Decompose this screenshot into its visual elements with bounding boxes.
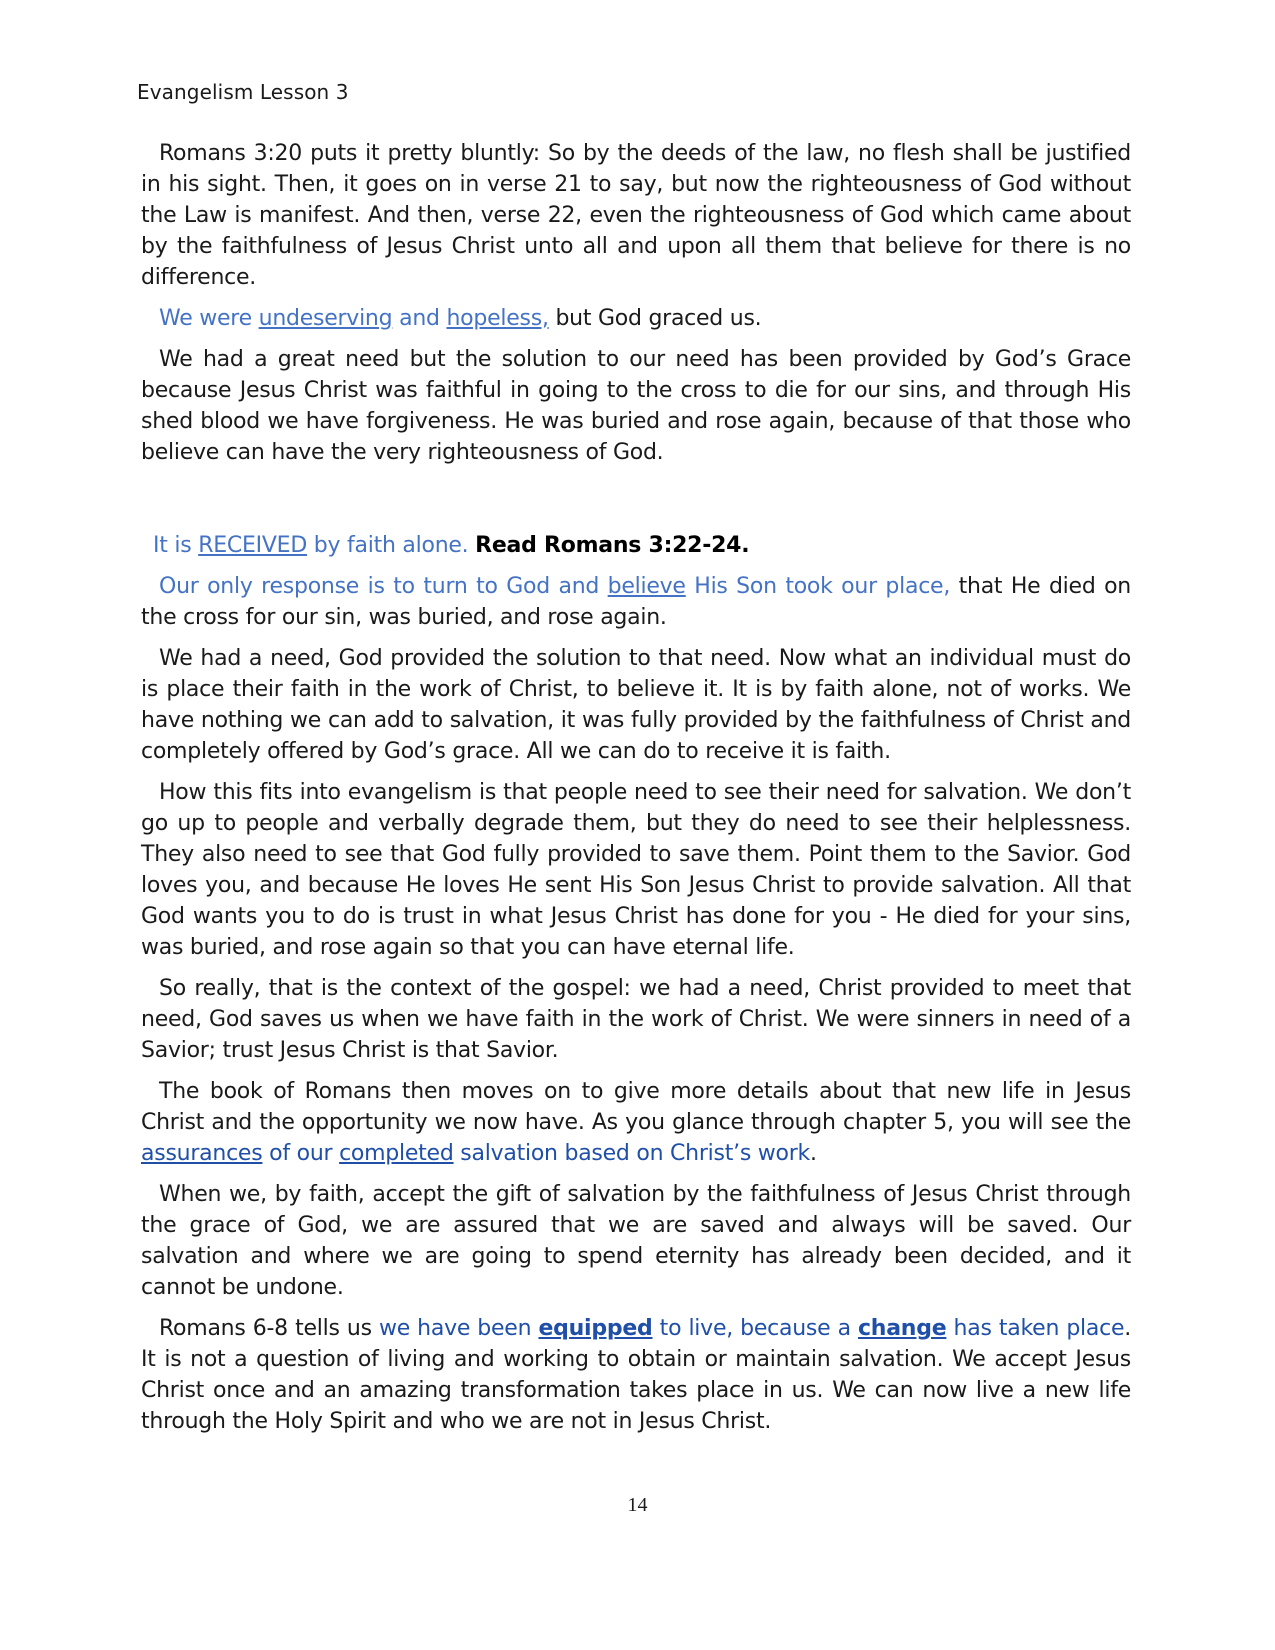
document-body <box>141 138 1131 1447</box>
text-segment: It is <box>153 533 199 558</box>
text-segment: by faith alone. <box>307 533 476 558</box>
document-header: Evangelism Lesson 3 <box>137 80 349 104</box>
text-segment: to live, because a <box>652 1316 858 1341</box>
text-segment: . <box>810 1141 817 1166</box>
page-number: 14 <box>627 1494 648 1516</box>
paragraph-context-of-gospel: So really, that is the context of the gospel: we had a need, Christ provided to meet that need, God saves us when we have faith in the work of Christ. We were sinners in need of a Savior; trust Jesus Christ is that Savior. <box>141 976 1131 1063</box>
text-segment: Romans 6-8 tells us <box>159 1316 379 1341</box>
text-segment: We were <box>159 306 259 331</box>
paragraph-we-had-a-need: We had a need, God provided the solution to that need. Now what an individual must do is place their faith in the work of Christ, to believe it. It is by faith alone, not of works. We have nothing we can add to salvation, it was fully provided by the faithfulness of Christ and completely offered by God’s grace. All we can do to receive it is faith. <box>141 646 1131 764</box>
text-segment: salvation based on Christ’s work <box>453 1141 811 1166</box>
text-segment: His Son took our place, <box>685 574 951 599</box>
text-segment: that He died on the cross for our sin, was buried, and rose again. <box>141 574 1131 630</box>
paragraph-great-need: We had a great need but the solution to our need has been provided by God’s Grace because Jesus Christ was faithful in going to the cross to die for our sins, and through His shed blood we have forgiveness. He was buried and rose again, because of that those who believe can have the very righteousness of God. <box>141 347 1131 465</box>
text-segment: of our <box>262 1141 340 1166</box>
paragraph-book-of-romans <box>141 1076 1131 1169</box>
underlined-word-completed: completed <box>339 1141 454 1166</box>
text-segment: The book of Romans then moves on to give more details about that new life in Jesus Christ and the opportunity we now have. As you glance through chapter 5, you will see the <box>141 1079 1131 1135</box>
paragraph-only-response <box>141 571 1131 633</box>
paragraph-assured-salvation: When we, by faith, accept the gift of salvation by the faithfulness of Jesus Christ through the grace of God, we are assured that we are saved and always will be saved. Our salvation and where we are going to spend eternity has already been decided, and it cannot be undone. <box>141 1182 1131 1300</box>
scripture-reference: Read Romans 3:22-24. <box>475 533 750 558</box>
text-segment: we have been <box>378 1316 539 1341</box>
underlined-word-assurances: assurances <box>141 1141 263 1166</box>
paragraph-romans-6-8 <box>141 1313 1131 1437</box>
paragraph-undeserving-hopeless <box>141 303 1131 334</box>
underlined-word-hopeless: hopeless, <box>446 306 549 331</box>
underlined-word-received: RECEIVED <box>198 533 308 558</box>
text-segment: . It is not a question of living and working to obtain or maintain salvation. We accept Jesus Christ once and an amazing transformation takes place in us. We can now live a new life through the Holy Spirit and who we are not in Jesus Christ. <box>141 1316 1132 1434</box>
text-segment: has taken place <box>946 1316 1125 1341</box>
text-segment: and <box>392 306 447 331</box>
text-segment: but God graced us. <box>548 306 762 331</box>
section-heading-received <box>141 530 1131 561</box>
paragraph-evangelism: How this fits into evangelism is that people need to see their need for salvation. We don’t go up to people and verbally degrade them, but they do need to see their helplessness. They also need to see that God fully provided to save them. Point them to the Savior. God loves you, and because He loves He sent His Son Jesus Christ to provide salvation. All that God wants you to do is trust in what Jesus Christ has done for you - He died for your sins, was buried, and rose again so that you can have eternal life. <box>141 780 1131 960</box>
underlined-word-undeserving: undeserving <box>258 306 393 331</box>
text-segment: Our only response is to turn to God and <box>159 574 608 599</box>
bold-link-change: change <box>857 1316 947 1341</box>
bold-link-equipped: equipped <box>538 1316 653 1341</box>
paragraph-romans-3-20: Romans 3:20 puts it pretty bluntly: So by the deeds of the law, no flesh shall be justified in his sight. Then, it goes on in verse 21 to say, but now the righteousness of God without the Law is manifest. And then, verse 22, even the righteousness of God which came about by the faithfulness of Jesus Christ unto all and upon all them that believe for there is no difference. <box>141 141 1131 290</box>
underlined-word-believe: believe <box>607 574 686 599</box>
